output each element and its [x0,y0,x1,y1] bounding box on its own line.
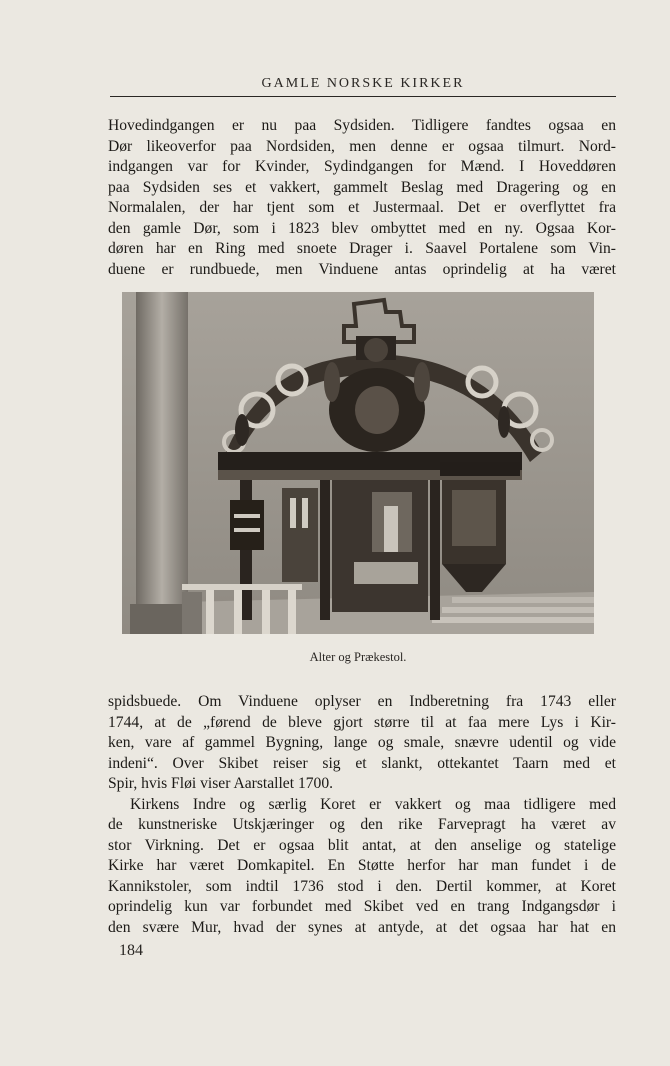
text-line: stor Virkning. Det er ogsaa blit antat, at den anselige og statelige [108,836,616,854]
text-line: de kunstneriske Utskjæringer og den rike Farvepragt ha været av [108,816,616,833]
text-line: oprindelig kun var forbundet med Skibet ved en trang Indgangsdør i [108,898,616,915]
text-line: Normalalen, der har tjent som et Justermaal. Det er overflyttet fra [108,199,616,216]
paragraph-top [108,116,616,280]
paragraph-bottom [108,692,616,938]
running-head: GAMLE NORSKE KIRKER [261,76,465,91]
text-line: Spir, hvis Fløi viser Aarstallet 1700. [108,775,334,792]
text-line: duene er rundbuede, men Vinduene antas oprindelig at ha været [108,260,616,278]
text-line: paa Sydsiden ses et vakkert, gammelt Beslag med Dragering og en [108,178,616,196]
text-line: Kannikstoler, som indtil 1736 stod i den. Dertil kommer, at Koret [108,877,616,895]
page-number: 184 [119,942,143,959]
text-line: døren har en Ring med snoete Drager i. Saavel Portalene som Vin- [108,240,616,257]
figure-caption: Alter og Prækestol. [309,650,407,664]
photo-illustration [122,292,594,634]
text-line: Hovedindgangen er nu paa Sydsiden. Tidligere fandtes ogsaa en [108,117,616,134]
text-line: Kirkens Indre og særlig Koret er vakkert og maa tidligere med [130,795,616,813]
text-line: ken, vare af gammel Bygning, lange og smale, snævre udentil og vide [108,734,616,751]
text-line: 1744, at de „førend de bleve gjort større til at faa mere Lys i Kir- [108,713,616,731]
text-line: indgangen var for Kvinder, Sydindgangen for Mænd. I Hoveddøren [108,158,616,175]
text-line: den svære Mur, hvad der synes at antyde, at det ogsaa har hat en [108,918,616,936]
text-line: indeni“. Over Skibet reiser sig et slankt, ottekantet Taarn med et [108,754,616,772]
header-rule [110,96,616,97]
altar-pulpit-photo [122,292,594,634]
text-line: den gamle Dør, som i 1823 blev ombyttet med en ny. Ogsaa Kor- [108,219,616,237]
text-line: Dør likeoverfor paa Nordsiden, men denne er ogsaa tilmurt. Nord- [108,137,616,155]
text-line: spidsbuede. Om Vinduene oplyser en Indberetning fra 1743 eller [108,693,616,710]
text-line: Kirke har været Domkapitel. En Støtte herfor har man fundet i de [108,857,616,874]
